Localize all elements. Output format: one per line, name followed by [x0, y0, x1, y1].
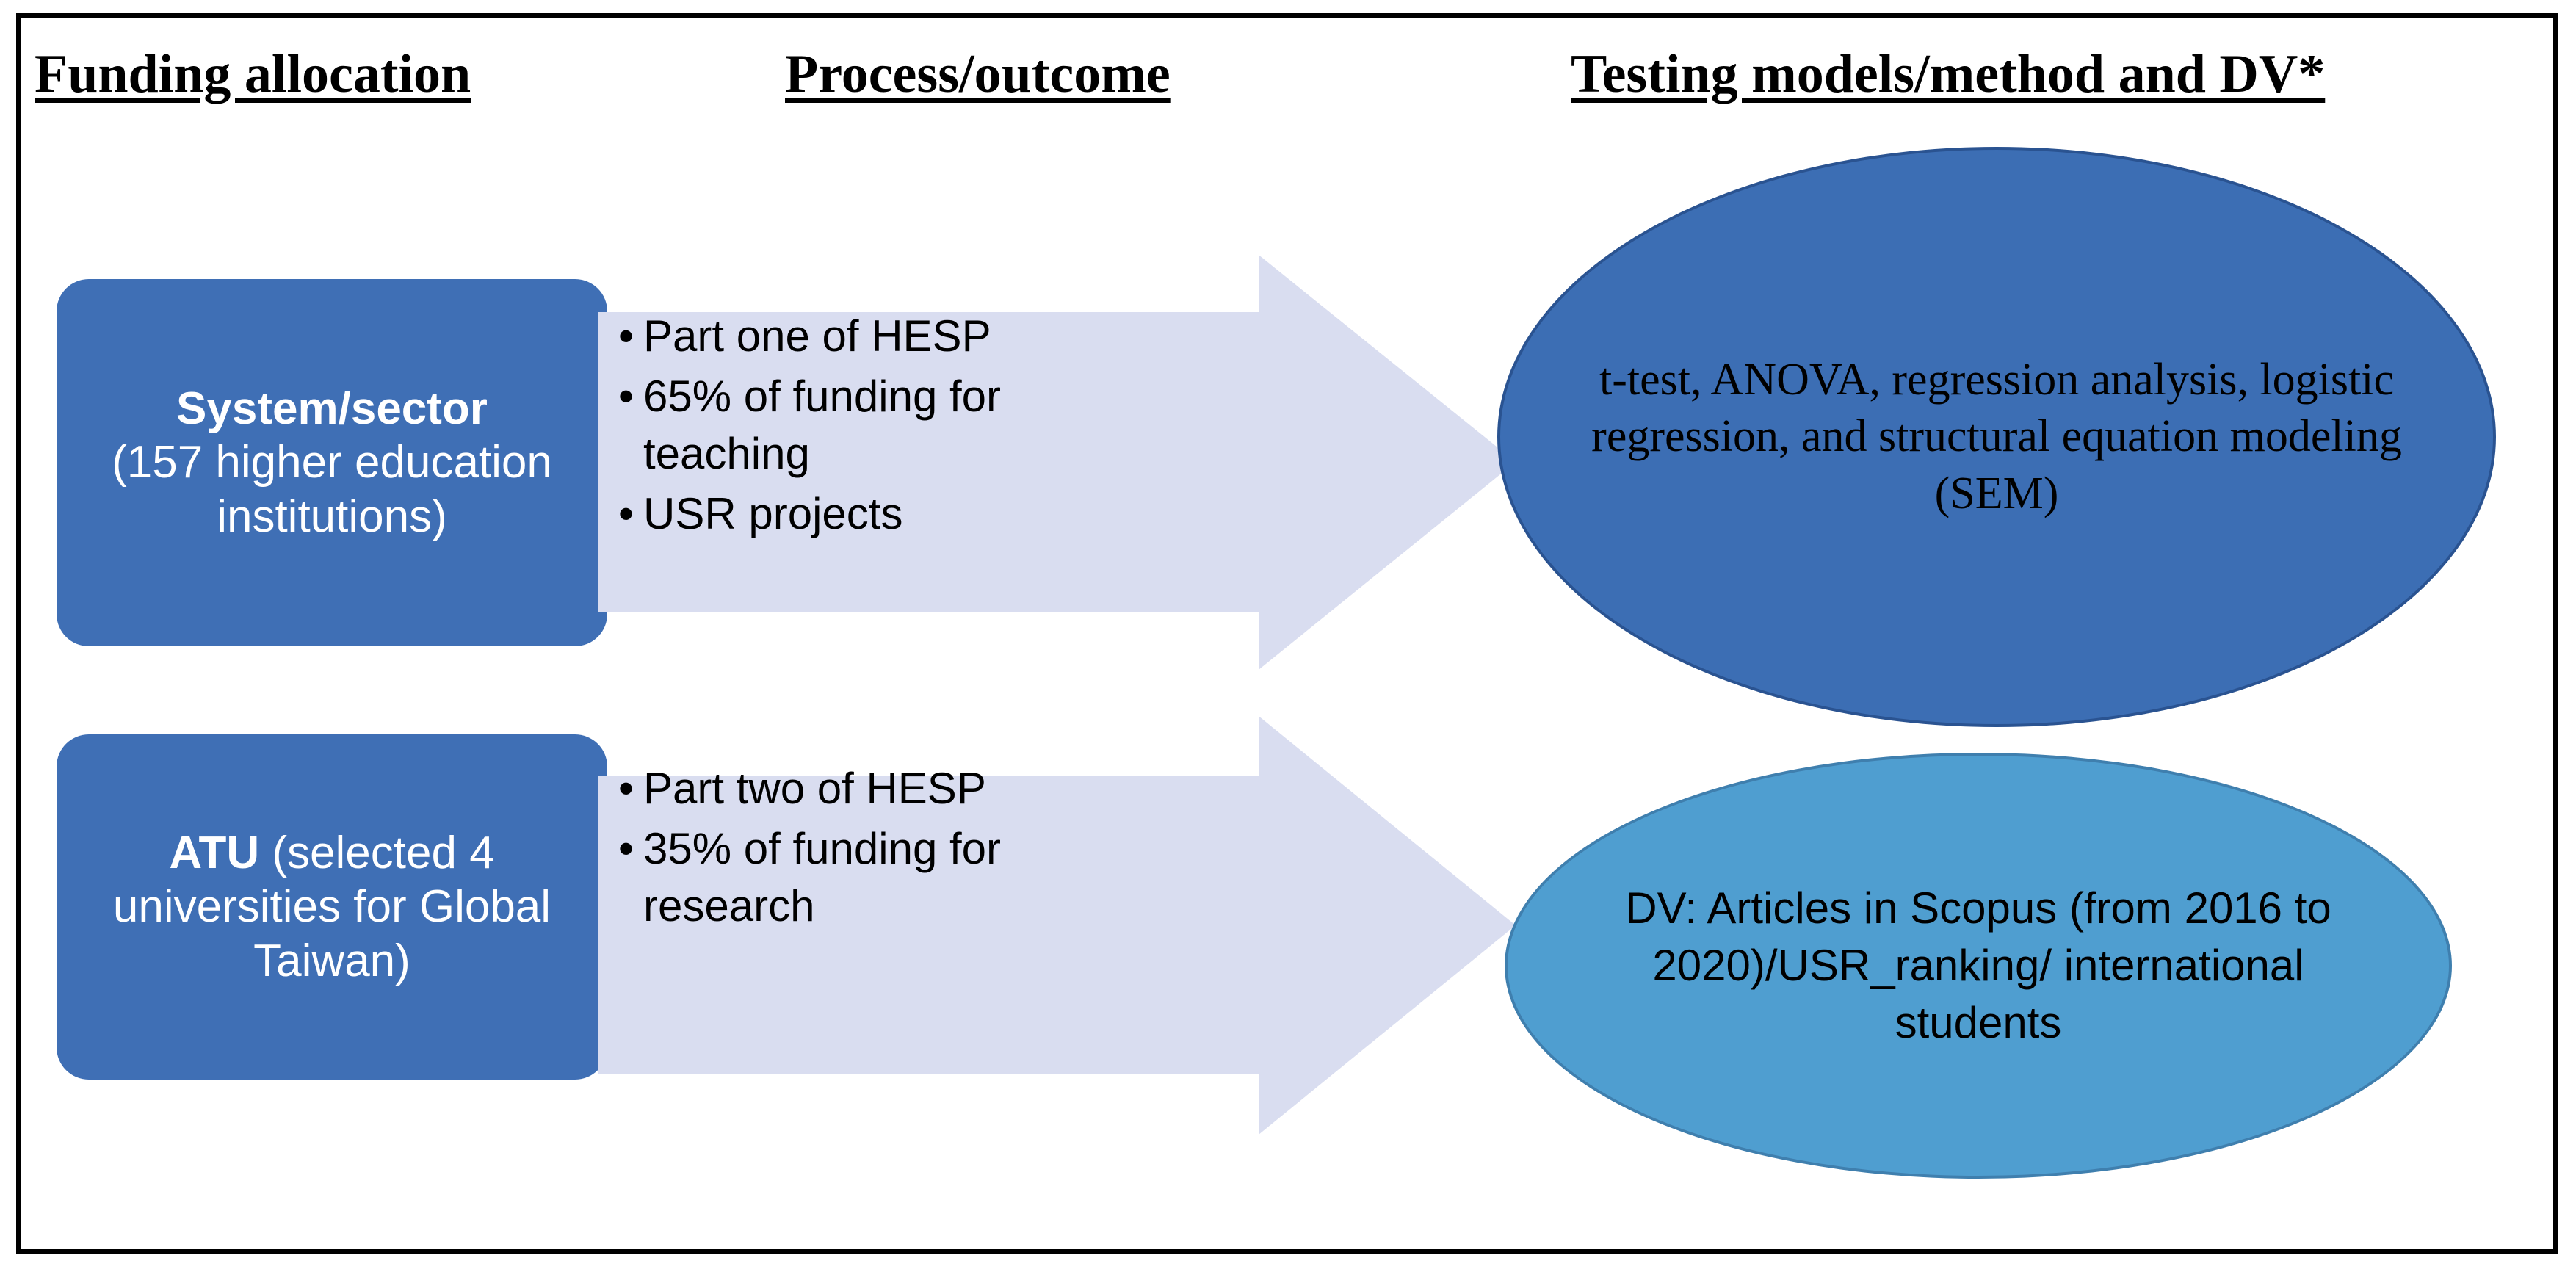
- funding-box-atu: [57, 734, 607, 1080]
- column-heading-funding-allocation: Funding allocation: [35, 44, 471, 104]
- funding-box-system-sector-title: System/sector: [176, 383, 488, 435]
- process-arrow-one-bullet-3: • USR projects: [618, 485, 1162, 543]
- process-arrow-two-text: [618, 760, 1162, 938]
- column-heading-process-outcome: Process/outcome: [785, 44, 1171, 104]
- process-arrow-one-text: [618, 308, 1162, 546]
- process-arrow-one-bullet-1: • Part one of HESP: [618, 308, 1162, 365]
- column-heading-testing-models: Testing models/method and DV*: [1571, 44, 2326, 104]
- funding-box-atu-title: ATU: [169, 828, 260, 879]
- process-arrow-two-bullet-2: • 35% of funding for research: [618, 820, 1162, 935]
- process-arrow-two: [598, 716, 1516, 1135]
- ellipse-dependent-variables-text: DV: Articles in Scopus (from 2016 to 2020)/USR_ranking/ international students: [1625, 883, 2331, 1047]
- funding-box-system-sector-detail: (157 higher education institutions): [112, 437, 552, 542]
- process-arrow-one: [598, 255, 1516, 670]
- funding-box-atu-detail: (selected 4 universities for Global Taiwan): [112, 828, 551, 986]
- ellipse-dependent-variables: [1505, 753, 2452, 1179]
- process-arrow-two-bullet-1: • Part two of HESP: [618, 760, 1162, 817]
- diagram-frame: [16, 13, 2558, 1254]
- funding-box-system-sector: [57, 279, 607, 646]
- ellipse-testing-methods-text: t-test, ANOVA, regression analysis, logistic regression, and structural equation modeling (SEM): [1591, 354, 2402, 518]
- process-arrow-one-bullet-2: • 65% of funding for teaching: [618, 368, 1162, 482]
- ellipse-testing-methods: [1497, 147, 2496, 727]
